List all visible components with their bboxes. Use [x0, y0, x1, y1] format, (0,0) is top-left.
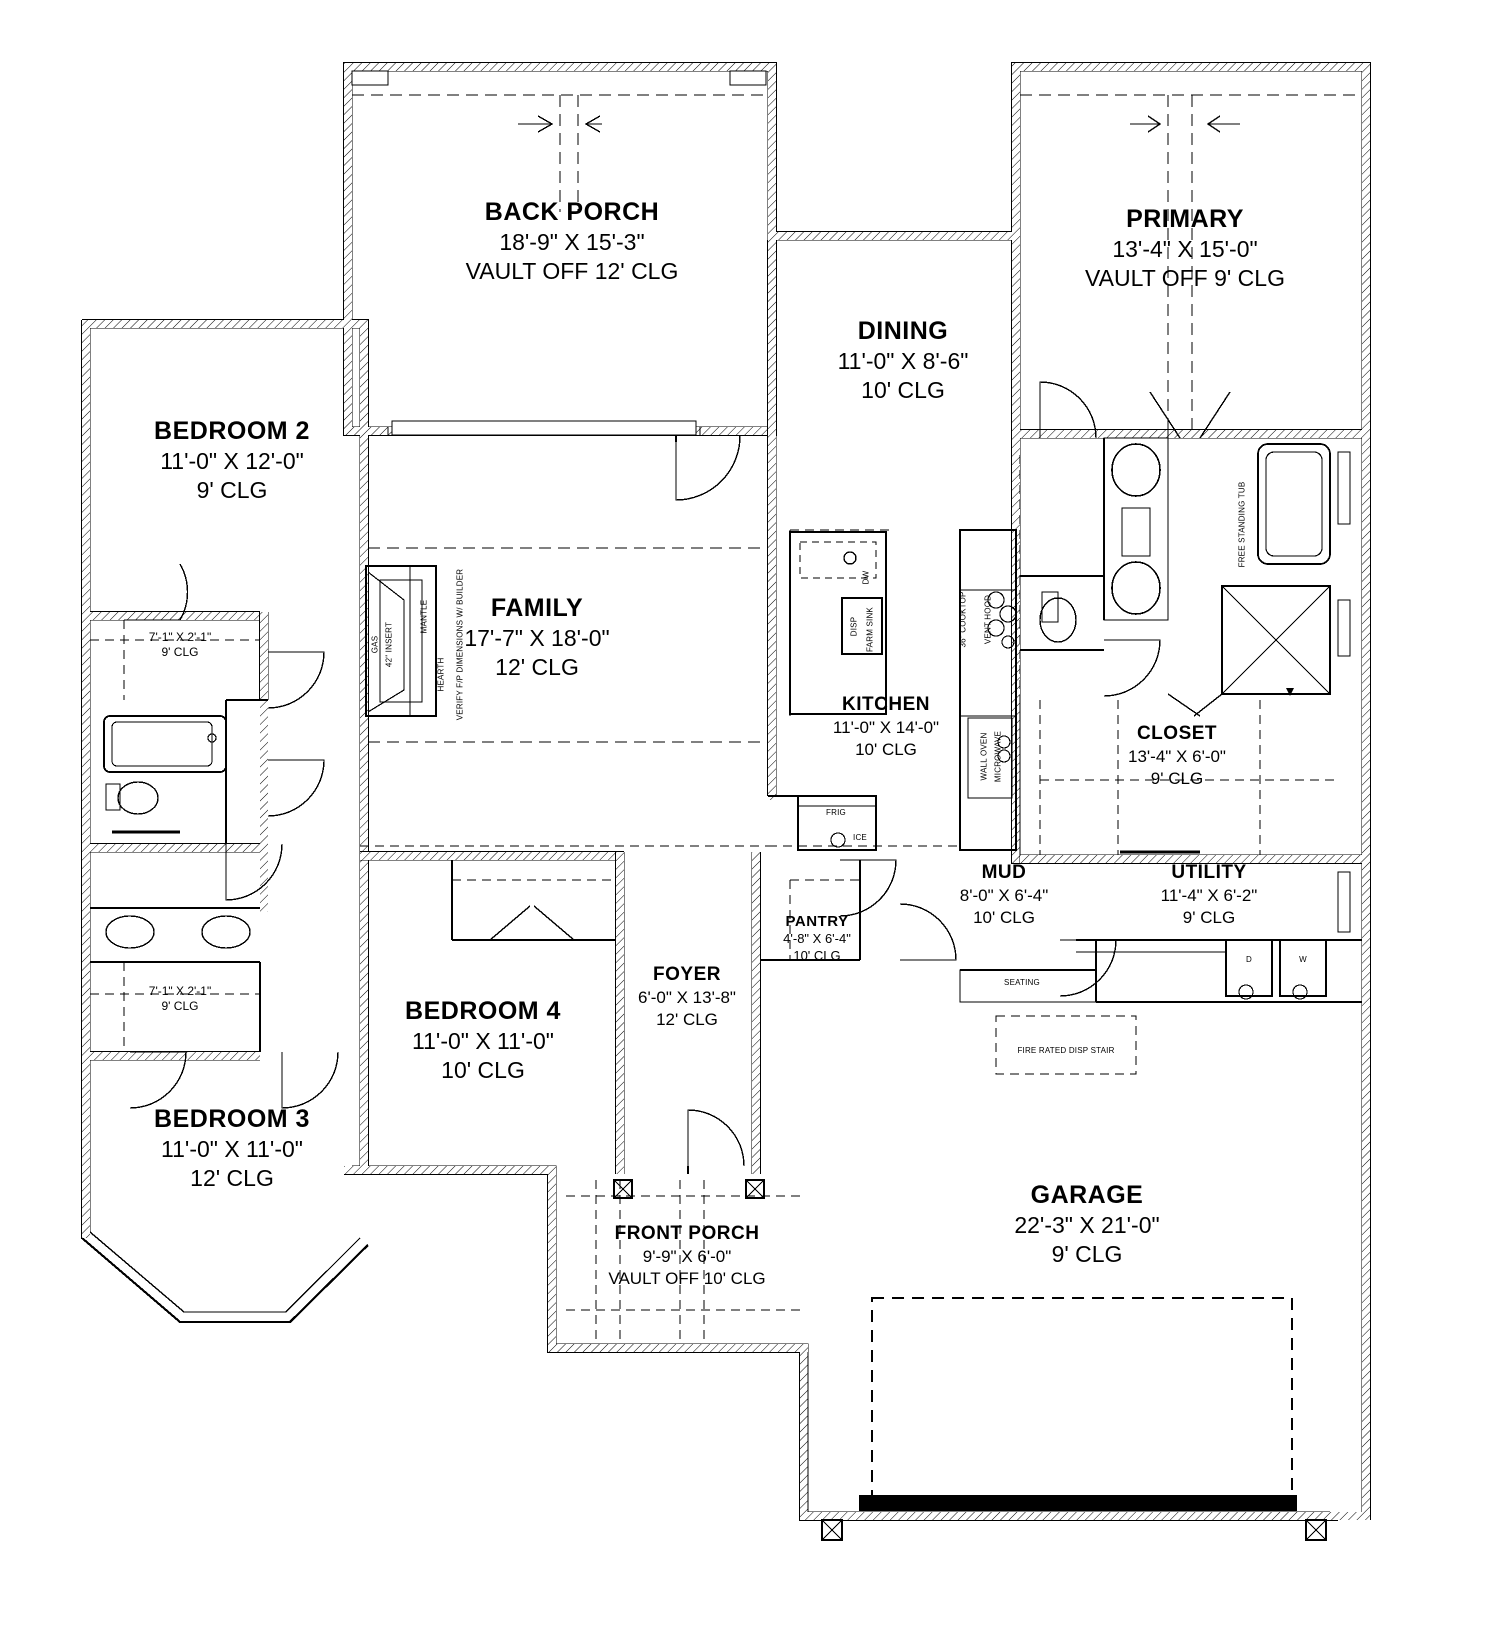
room-dimensions: 17'-7" X 18'-0" — [464, 625, 610, 651]
room-name: BEDROOM 3 — [154, 1105, 310, 1133]
room-ceiling: 12' CLG — [656, 1010, 718, 1030]
room-dimensions: 22'-3" X 21'-0" — [1014, 1212, 1160, 1238]
room-name: BEDROOM 2 — [154, 417, 310, 445]
annotation-microwave: MICROWAVE — [993, 730, 1003, 783]
room-dimensions: 7'-1" X 2'-1" — [148, 630, 212, 644]
annotation-ice-maker: ICE — [853, 833, 867, 842]
room-ceiling: 12' CLG — [495, 654, 579, 681]
room-dimensions: 11'-0" X 12'-0" — [160, 448, 304, 474]
annotation-hearth: HEARTH — [436, 657, 446, 692]
room-name: PRIMARY — [1126, 205, 1244, 233]
room-dimensions: 11'-0" X 8'-6" — [837, 348, 969, 374]
room-ceiling: 10' CLG — [861, 377, 945, 404]
room-dimensions: 11'-0" X 11'-0" — [161, 1136, 303, 1162]
room-ceiling: VAULT OFF 12' CLG — [465, 258, 679, 285]
room-name: FOYER — [653, 964, 721, 985]
room-name: DINING — [857, 317, 949, 345]
room-name: KITCHEN — [842, 694, 930, 715]
room-ceiling: VAULT OFF 10' CLG — [608, 1269, 766, 1289]
room-dimensions: 9'-9" X 6'-0" — [642, 1247, 732, 1267]
room-ceiling: 10' CLG — [855, 740, 917, 760]
room-dimensions: 4'-8" X 6'-4" — [783, 931, 851, 947]
annotation-disposal: DISP — [849, 616, 859, 637]
room-dimensions: 6'-0" X 13'-8" — [638, 988, 736, 1008]
annotation-fire-rated-stair: FIRE RATED DISP STAIR — [1017, 1046, 1115, 1055]
room-name: BEDROOM 4 — [405, 997, 561, 1025]
room-ceiling: 10' CLG — [793, 947, 841, 963]
room-ceiling: 12' CLG — [190, 1165, 274, 1192]
room-dimensions: 18'-9" X 15'-3" — [499, 229, 645, 255]
annotation-cooktop: 36" COOKTOP — [958, 591, 968, 648]
room-ceiling: 10' CLG — [441, 1057, 525, 1084]
room-ceiling: 9' CLG — [1182, 908, 1236, 928]
room-dimensions: 11'-4" X 6'-2" — [1160, 886, 1258, 906]
room-ceiling: VAULT OFF 9' CLG — [1085, 265, 1285, 292]
annotation-42-insert: 42" INSERT — [384, 621, 394, 668]
annotation-dryer: D — [1246, 955, 1252, 964]
room-ceiling: 9' CLG — [161, 999, 199, 1014]
room-dimensions: 11'-0" X 11'-0" — [412, 1028, 554, 1054]
room-dimensions: 13'-4" X 6'-0" — [1128, 747, 1226, 767]
room-name: FAMILY — [490, 594, 584, 622]
room-name: CLOSET — [1136, 723, 1218, 744]
annotation-wall-oven: WALL OVEN — [979, 732, 989, 781]
room-name: PANTRY — [785, 913, 849, 930]
room-dimensions: 8'-0" X 6'-4" — [959, 886, 1049, 906]
room-name: UTILITY — [1171, 862, 1247, 883]
room-ceiling: 9' CLG — [1150, 769, 1204, 789]
annotation-mantle: MANTLE — [419, 599, 429, 634]
room-name: MUD — [981, 862, 1027, 883]
annotation-verify-fireplace: VERIFY F/P DIMENSIONS W/ BUILDER — [455, 568, 465, 721]
annotation-free-standing-tub: FREE STANDING TUB — [1237, 481, 1247, 568]
annotation-gas: GAS — [370, 635, 380, 654]
room-name: GARAGE — [1030, 1181, 1144, 1209]
room-ceiling: 9' CLG — [161, 645, 199, 660]
room-name: FRONT PORCH — [614, 1223, 760, 1244]
room-name: BACK PORCH — [484, 198, 660, 226]
annotation-washer: W — [1299, 955, 1307, 964]
room-ceiling: 10' CLG — [973, 908, 1035, 928]
annotation-seating: SEATING — [1004, 978, 1040, 987]
room-dimensions: 13'-4" X 15'-0" — [1112, 236, 1258, 262]
room-dimensions: 7'-1" X 2'-1" — [148, 984, 212, 998]
room-ceiling: 9' CLG — [196, 477, 268, 504]
room-dimensions: 11'-0" X 14'-0" — [832, 718, 940, 738]
annotation-refrigerator: FRIG — [826, 808, 846, 817]
annotation-farm-sink: FARM SINK — [865, 607, 875, 652]
annotation-vent-hood: VENT HOOD — [983, 594, 993, 645]
annotation-dishwasher: DW — [861, 570, 871, 585]
room-ceiling: 9' CLG — [1051, 1241, 1123, 1268]
